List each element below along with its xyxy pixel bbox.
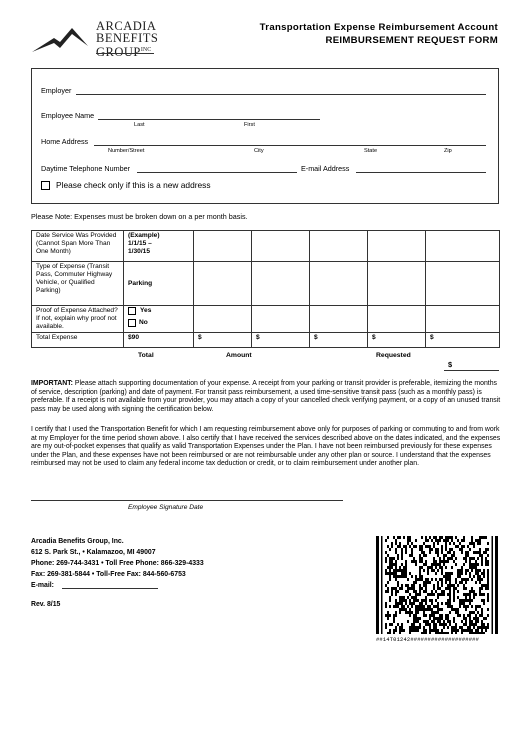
employee-name-label: Employee Name [41, 111, 95, 120]
logo-line-1: ARCADIA [96, 19, 157, 33]
grand-total-field[interactable] [444, 370, 499, 371]
barcode-text: ##14T01242#################### [376, 637, 480, 643]
home-address-field[interactable] [94, 145, 486, 146]
employer-field[interactable] [76, 94, 486, 95]
date-example-start: 1/1/15 – [128, 240, 152, 247]
important-paragraph [31, 380, 503, 414]
email-label: E-mail Address [301, 164, 350, 173]
proof-label: Proof of Expense Attached? If not, explain why proof not available. [32, 306, 124, 333]
table-row-proof [32, 306, 500, 333]
total-cell[interactable]: $ [368, 333, 426, 348]
proof-cell[interactable] [368, 306, 426, 333]
certification-paragraph: I certify that I used the Transportation Benefit for which I am requesting reimbursement above only for purposes of parking or commuting to and from work at my Employer for the time period shown above. I also certify that I have received the services described above on the dates indicated, and the expenses are my out-of-pocket expenses that qualify as valid Transportation Expenses under the Plan. I have not been reimbursed previously for these expenses under the Plan, and these expenses have not been reimbursed or are not reimbursable under any other plan or source. I understand that the expenses reimbursed may not be used to claim any federal income tax deduction or credit, or to claim reimbursement under another plan. [31, 426, 501, 468]
date-example-end: 1/30/15 [128, 248, 150, 255]
barcode-icon [376, 536, 498, 634]
employee-name-field[interactable] [98, 119, 320, 120]
signature-line[interactable] [31, 500, 343, 501]
proof-cell[interactable] [194, 306, 252, 333]
employer-label: Employer [41, 86, 72, 95]
type-cell[interactable] [368, 262, 426, 306]
grand-total-dollar: $ [448, 360, 453, 369]
total-cell[interactable]: $ [194, 333, 252, 348]
new-address-checkbox[interactable] [41, 181, 50, 190]
signature-caption: Employee Signature Date [128, 504, 204, 511]
date-cell[interactable] [426, 231, 500, 262]
email-field[interactable] [356, 172, 486, 173]
company-name: Arcadia Benefits Group, Inc. [31, 538, 124, 545]
total-cell[interactable]: $ [426, 333, 500, 348]
total-cell[interactable]: $ [252, 333, 310, 348]
new-address-label: Please check only if this is a new address [56, 180, 211, 190]
proof-no-label: No [139, 319, 148, 326]
type-cell[interactable] [426, 262, 500, 306]
state-caption: State [364, 148, 378, 154]
logo-underline [96, 53, 154, 54]
home-address-label: Home Address [41, 137, 89, 146]
first-name-caption: First [244, 122, 255, 128]
last-name-caption: Last [134, 122, 145, 128]
logo-mountain-icon [32, 24, 88, 54]
proof-no-checkbox[interactable] [128, 319, 136, 327]
table-row-type [32, 262, 500, 306]
date-cell[interactable] [252, 231, 310, 262]
number-street-caption: Number/Street [108, 148, 145, 154]
breakdown-note: Please Note: Expenses must be broken down on a per month basis. [31, 212, 248, 221]
logo-line-3: $GROUP^{INC}$ [96, 45, 152, 60]
type-cell[interactable] [194, 262, 252, 306]
logo-line-2: BENEFITS [96, 31, 159, 45]
logo-inc: INC [140, 47, 152, 53]
date-cell[interactable] [194, 231, 252, 262]
date-example-cell [124, 231, 194, 262]
revision: Rev. 8/15 [31, 601, 61, 608]
proof-cell[interactable] [252, 306, 310, 333]
company-email-line [62, 588, 158, 589]
proof-example-cell [124, 306, 194, 333]
type-example-cell: Parking [124, 262, 194, 306]
expense-table [31, 230, 500, 348]
total-example-cell: $90 [124, 333, 194, 348]
date-cell[interactable] [368, 231, 426, 262]
requested-label: Requested [376, 352, 411, 359]
date-service-label: Date Service Was Provided (Cannot Span More Than One Month) [32, 231, 124, 262]
amount-label: Amount [226, 352, 252, 359]
type-cell[interactable] [310, 262, 368, 306]
important-label: IMPORTANT: [31, 380, 73, 387]
company-phone: Phone: 269-744-3431 • Toll Free Phone: 866-329-4333 [31, 560, 204, 567]
date-example-heading: (Example) [128, 232, 160, 239]
proof-cell[interactable] [426, 306, 500, 333]
total-expense-label: Total Expense [32, 333, 124, 348]
proof-yes-checkbox[interactable] [128, 307, 136, 315]
daytime-phone-label: Daytime Telephone Number [41, 164, 130, 173]
expense-type-label: Type of Expense (Transit Pass, Commuter Highway Vehicle, or Qualified Parking) [32, 262, 124, 306]
proof-cell[interactable] [310, 306, 368, 333]
important-text: Please attach supporting documentation of your expense. A receipt from your parking or transit provider is preferable, itemizing the months of service, description (parking) and date of payment. For transit pass reimbursement, a used time-sensitive transit pass (such as a monthly pass) is preferable. If a receipt is not available from your provider, you may attach a copy of your cancelled check verifying payment, or a copy of an unused transit pass may be used along with signing the certification below. [31, 380, 501, 413]
type-cell[interactable] [252, 262, 310, 306]
date-cell[interactable] [310, 231, 368, 262]
total-label: Total [138, 352, 154, 359]
company-email-label: E-mail: [31, 582, 54, 589]
form-title: Transportation Expense Reimbursement Account [259, 22, 498, 33]
company-fax: Fax: 269-381-5844 • Toll-Free Fax: 844-560-6753 [31, 571, 186, 578]
city-caption: City [254, 148, 264, 154]
daytime-phone-field[interactable] [137, 172, 297, 173]
table-row-total [32, 333, 500, 348]
company-street: 612 S. Park St., • Kalamazoo, MI 49007 [31, 549, 156, 556]
table-row-date [32, 231, 500, 262]
zip-caption: Zip [444, 148, 452, 154]
total-cell[interactable]: $ [310, 333, 368, 348]
form-subtitle: REIMBURSEMENT REQUEST FORM [325, 35, 498, 46]
proof-yes-label: Yes [140, 307, 152, 314]
